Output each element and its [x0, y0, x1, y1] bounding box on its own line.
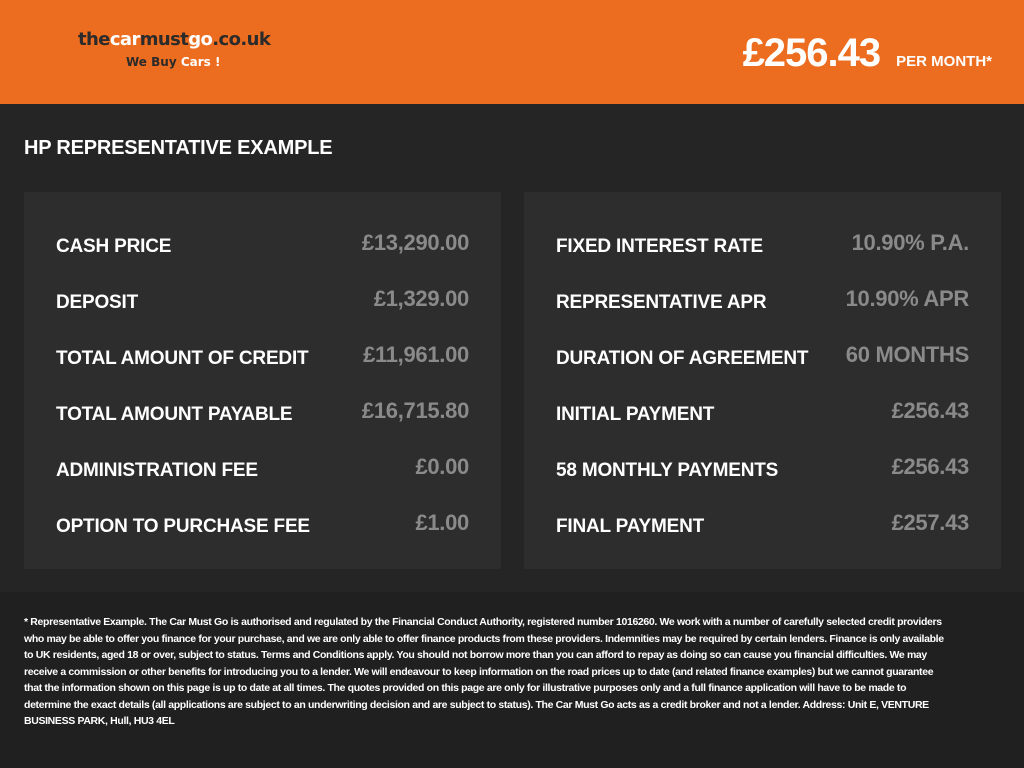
logo-part-the: the [78, 29, 110, 50]
row-value: £0.00 [415, 454, 469, 479]
row-label: FINAL PAYMENT [556, 516, 705, 537]
row-label: TOTAL AMOUNT OF CREDIT [56, 348, 309, 369]
logo-tag-we-buy: We Buy [126, 55, 177, 69]
row-value: 60 MONTHS [845, 342, 969, 367]
row-apr [556, 286, 969, 316]
row-label: DEPOSIT [56, 292, 139, 313]
row-interest-rate [556, 230, 969, 260]
row-cash-price [56, 230, 469, 260]
row-total-payable [56, 398, 469, 428]
row-label: TOTAL AMOUNT PAYABLE [56, 404, 293, 425]
row-label: ADMINISTRATION FEE [56, 460, 258, 481]
row-initial-payment [556, 398, 969, 428]
logo-tag-cars: Cars ! [176, 55, 221, 69]
logo-part-must: must [139, 29, 189, 50]
footer [0, 592, 1024, 768]
row-value: £257.43 [891, 510, 969, 535]
row-value: £11,961.00 [363, 342, 469, 367]
logo-part-go: go [188, 29, 213, 50]
row-value: £1.00 [415, 510, 469, 535]
row-value: 10.90% APR [845, 286, 969, 311]
logo-wordmark [78, 28, 270, 52]
page-title: HP REPRESENTATIVE EXAMPLE [24, 137, 333, 159]
row-value: £256.43 [891, 454, 969, 479]
row-label: FIXED INTEREST RATE [556, 236, 763, 257]
logo-tagline [126, 54, 220, 70]
header-bar [0, 0, 1024, 104]
row-value: £1,329.00 [373, 286, 469, 311]
row-admin-fee [56, 454, 469, 484]
row-deposit [56, 286, 469, 316]
row-label: OPTION TO PURCHASE FEE [56, 516, 310, 537]
row-value: £256.43 [891, 398, 969, 423]
row-duration [556, 342, 969, 372]
monthly-price-block [743, 28, 992, 78]
site-logo[interactable] [78, 28, 288, 74]
row-label: CASH PRICE [56, 236, 172, 257]
logo-part-domain: .co.uk [212, 29, 271, 50]
row-option-fee [56, 510, 469, 540]
row-label: INITIAL PAYMENT [556, 404, 715, 425]
row-monthly-payments [556, 454, 969, 484]
row-final-payment [556, 510, 969, 540]
monthly-price: £256.43 [742, 31, 881, 75]
logo-part-car: car [109, 29, 140, 50]
row-value: £13,290.00 [361, 230, 469, 255]
row-value: £16,715.80 [361, 398, 469, 423]
finance-panel-left [24, 192, 501, 569]
row-value: 10.90% P.A. [851, 230, 969, 255]
row-label: DURATION OF AGREEMENT [556, 348, 809, 369]
per-month-label: PER MONTH* [896, 53, 992, 70]
finance-disclaimer: * Representative Example. The Car Must Go is authorised and regulated by the Financial Conduct Authority, registered number 1016260. We work with a number of carefully selected credit providers who may be able to offer you finance for your purchase, and we are only able to offer finance products from these providers. Indemnities may be required by certain lenders. Finance is only available to UK residents, aged 18 or over, subject to status. Terms and Conditions apply. You should not borrow more than you can afford to repay as doing so can cause you financial difficulties. We may receive a commission or other benefits for introducing you to a lender. We will endeavour to keep information on the road prices up to date (and related finance examples) but we cannot guarantee that the information shown on this page is up to date at all times. The quotes provided on this page are only for illustrative purposes only and a full finance application will have to be made to determine the exact details (all applications are subject to an underwriting decision and are subject to status). The Car Must Go acts as a credit broker and not a lender. Address: Unit E, VENTURE BUSINESS PARK, Hull, HU3 4EL [24, 616, 944, 727]
finance-panel-right [524, 192, 1001, 569]
row-label: REPRESENTATIVE APR [556, 292, 767, 313]
row-total-credit [56, 342, 469, 372]
row-label: 58 MONTHLY PAYMENTS [556, 460, 779, 481]
